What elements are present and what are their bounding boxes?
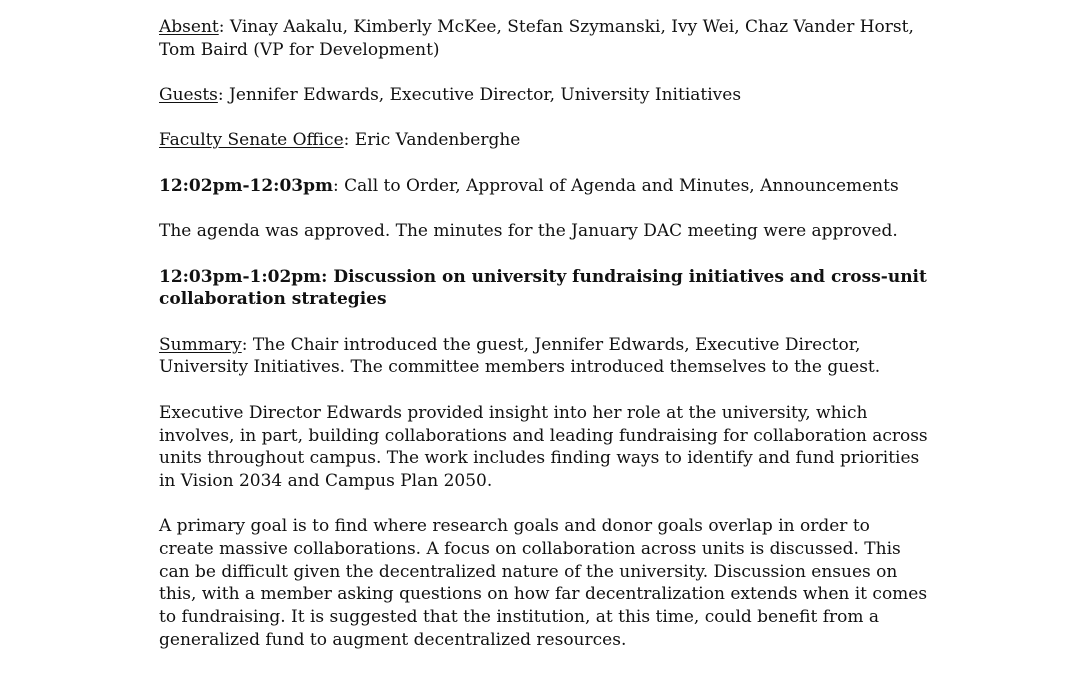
summary-paragraph	[159, 334, 929, 379]
approval-paragraph: The agenda was approved. The minutes for the January DAC meeting were approved.	[159, 221, 898, 242]
absent-text: : Vinay Aakalu, Kimberly McKee, Stefan Szymanski, Ivy Wei, Chaz Vander Horst, Tom Baird (VP for Development)	[159, 17, 914, 60]
edwards-role-paragraph: Executive Director Edwards provided insight into her role at the university, which involves, in part, building collaborations and leading fundraising for collaboration across units throughout campus. The work includes finding ways to identify and fund priorities in Vision 2034 and Campus Plan 2050.	[159, 402, 928, 491]
agenda-item-discussion-heading: 12:03pm-1:02pm: Discussion on university fundraising initiatives and cross-unit collaboration strategies	[159, 266, 927, 310]
guests-paragraph	[159, 84, 929, 107]
minutes-page	[159, 16, 929, 674]
primary-goal-paragraph: A primary goal is to find where research goals and donor goals overlap in order to create massive collaborations. A focus on collaboration across units is discussed. This can be difficult given the decentralized nature of the university. Discussion ensues on this, with a member asking questions on how far decentralization extends when it comes to fundraising. It is suggested that the institution, at this time, could benefit from a generalized fund to augment decentralized resources.	[159, 516, 928, 650]
guests-label: Guests	[159, 85, 218, 106]
agenda-item-time: 12:02pm-12:03pm	[159, 175, 333, 196]
senate-office-paragraph	[159, 129, 929, 152]
guests-text: : Jennifer Edwards, Executive Director, University Initiatives	[217, 85, 742, 106]
agenda-item-text: : Call to Order, Approval of Agenda and Minutes, Announcements	[332, 175, 899, 196]
absent-paragraph	[159, 16, 929, 61]
senate-office-label: Faculty Senate Office	[159, 130, 344, 151]
summary-text: : The Chair introduced the guest, Jennifer Edwards, Executive Director, University Initiatives. The committee members introduced themselves to the guest.	[159, 334, 881, 378]
summary-label: Summary	[159, 334, 242, 355]
absent-label: Absent	[159, 17, 219, 37]
agenda-item-call-to-order	[159, 175, 929, 198]
senate-office-text: : Eric Vandenberghe	[343, 130, 521, 151]
